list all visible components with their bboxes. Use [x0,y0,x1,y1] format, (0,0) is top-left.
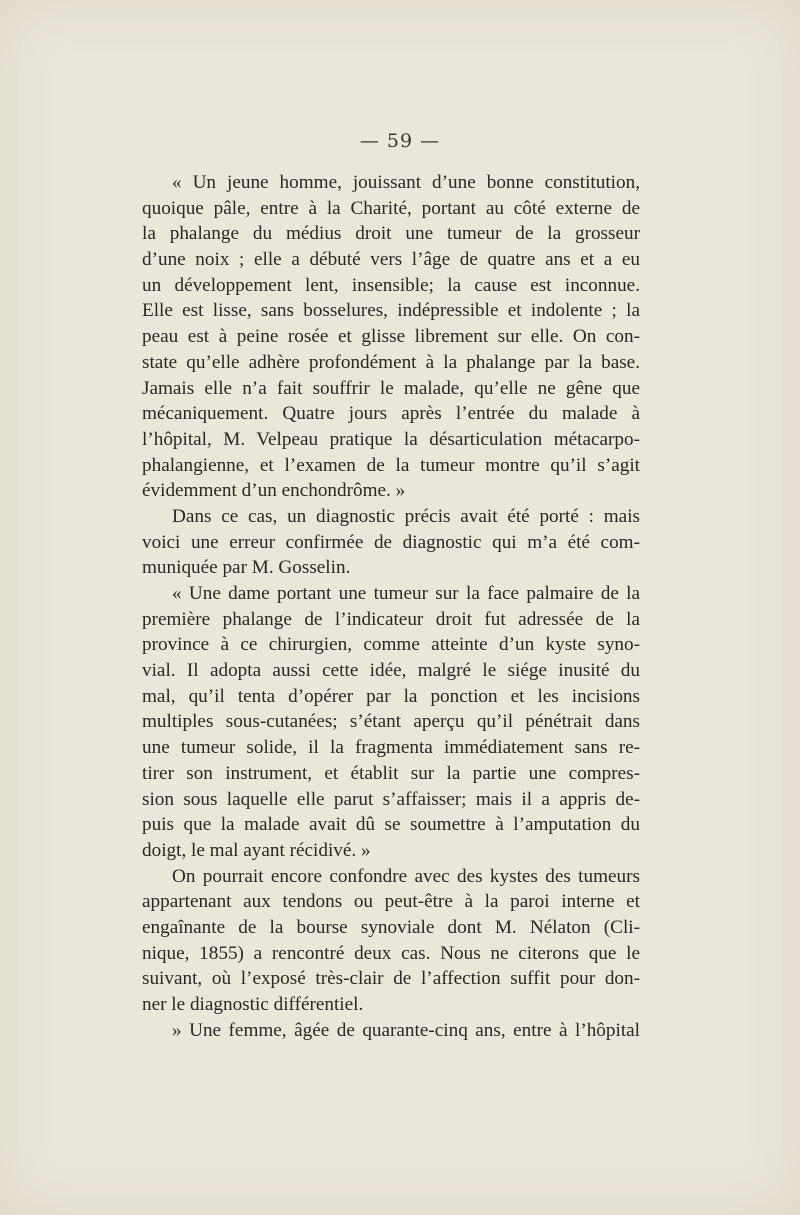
text-line: multiples sous-cutanées; s’étant aperçu qu’il pénétrait dans [142,711,640,733]
text-line: engaînante de la bourse synoviale dont M. Nélaton (Cli- [142,916,640,938]
text-line: Dans ce cas, un diagnostic précis avait été porté : mais [172,505,640,527]
text-line: appartenant aux tendons ou peut-être à la paroi interne et [142,891,640,913]
text-line: sion sous laquelle elle parut s’affaisser; mais il a appris de- [142,788,640,810]
text-line: Elle est lisse, sans bosselures, indépressible et indolente ; la [142,300,640,322]
text-line: state qu’elle adhère profondément à la phalange par la base. [142,351,640,373]
text-line: doigt, le mal ayant récidivé. » [142,839,371,861]
text-line: suivant, où l’exposé très-clair de l’affection suffit pour don- [142,968,640,990]
text-line: vial. Il adopta aussi cette idée, malgré le siége inusité du [142,660,640,682]
text-line: province à ce chirurgien, comme atteinte d’un kyste syno- [142,634,640,656]
text-line: d’une noix ; elle a débuté vers l’âge de quatre ans et a eu [142,249,640,271]
text-line: peau est à peine rosée et glisse librement sur elle. On con- [142,326,640,348]
text-line: nique, 1855) a rencontré deux cas. Nous ne citerons que le [142,942,640,964]
text-line: la phalange du médius droit une tumeur de la grosseur [142,223,640,245]
text-line: « Un jeune homme, jouissant d’une bonne constitution, [172,172,640,193]
text-line: muniquée par M. Gosselin. [142,557,351,579]
text-line: Jamais elle n’a fait souffrir le malade, qu’elle ne gêne que [142,377,640,399]
text-line: On pourrait encore confondre avec des kystes des tumeurs [172,865,640,887]
text-line: phalangienne, et l’examen de la tumeur montre qu’il s’agit [142,454,640,476]
text-line: ner le diagnostic différentiel. [142,994,364,1015]
text-line: « Une dame portant une tumeur sur la face palmaire de la [172,583,640,604]
text-line: mécaniquement. Quatre jours après l’entrée du malade à [142,403,640,425]
text-line: voici une erreur confirmée de diagnostic qui m’a été com- [142,531,640,553]
page-number: — 59 — [359,130,441,152]
text-line: mal, qu’il tenta d’opérer par la ponction et les incisions [142,685,640,707]
text-line: première phalange de l’indicateur droit fut adressée de la [142,608,640,630]
text-line: une tumeur solide, il la fragmenta immédiatement sans re- [142,737,640,759]
text-line: tirer son instrument, et établit sur la partie une compres- [142,762,640,784]
text-line: puis que la malade avait dû se soumettre à l’amputation du [142,814,640,836]
text-line: un développement lent, insensible; la cause est inconnue. [142,274,640,296]
text-line: l’hôpital, M. Velpeau pratique la désarticulation métacarpo- [142,428,640,450]
body-text [142,170,640,1043]
text-line: quoique pâle, entre à la Charité, portant au côté externe de [142,197,640,219]
text-line: » Une femme, âgée de quarante-cinq ans, entre à l’hôpital [172,1019,640,1041]
text-line: évidemment d’un enchondrôme. » [142,480,406,502]
